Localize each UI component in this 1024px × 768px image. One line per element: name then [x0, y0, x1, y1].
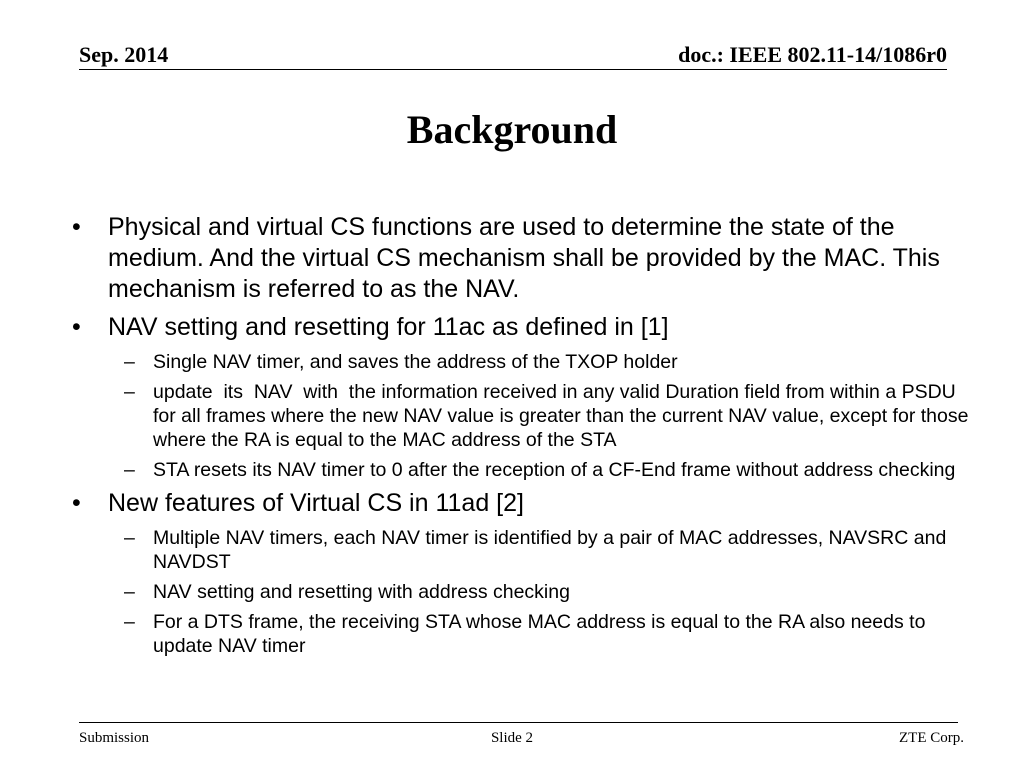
bullet-text: New features of Virtual CS in 11ad [2]: [108, 489, 524, 517]
sub-bullet-item: [70, 580, 980, 604]
bullet-icon: •: [72, 489, 81, 517]
dash-icon: –: [124, 611, 135, 633]
header-date: Sep. 2014: [79, 42, 169, 67]
footer-submission: Submission: [79, 730, 150, 746]
sub-bullet-text: NAV setting and resetting with address checking: [153, 581, 570, 603]
sub-bullet-text: Single NAV timer, and saves the address of the TXOP holder: [153, 351, 678, 373]
bullet-icon: •: [72, 313, 81, 341]
sub-bullet-item: [70, 380, 980, 452]
sub-bullet-text: For a DTS frame, the receiving STA whose MAC address is equal to the RA also needs to update NAV timer: [153, 611, 926, 657]
dash-icon: –: [124, 581, 135, 603]
dash-icon: –: [124, 459, 135, 481]
bullet-icon: •: [72, 213, 81, 241]
bullet-item: [70, 212, 980, 305]
bullet-text: Physical and virtual CS functions are used to determine the state of the medium. And the virtual CS mechanism shall be provided by the MAC. This mechanism is referred to as the NAV.: [108, 213, 940, 303]
dash-icon: –: [124, 381, 135, 403]
bullet-item: [70, 312, 980, 343]
sub-bullet-text: Multiple NAV timers, each NAV timer is identified by a pair of MAC addresses, NAVSRC and NAVDST: [153, 527, 947, 573]
footer-slide-number: Slide 2: [490, 730, 534, 746]
slide-title: Background: [406, 107, 618, 152]
footer-company: ZTE Corp.: [899, 730, 964, 746]
dash-icon: –: [124, 527, 135, 549]
sub-bullet-item: [70, 350, 980, 374]
sub-bullet-text: STA resets its NAV timer to 0 after the reception of a CF-End frame without address checking: [153, 459, 956, 481]
header-doc-id: doc.: IEEE 802.11-14/1086r0: [678, 42, 947, 67]
dash-icon: –: [124, 351, 135, 373]
slide-body: [70, 212, 980, 664]
sub-bullet-text: update its NAV with the information received in any valid Duration field from within a PSDU for all frames where the new NAV value is greater than the current NAV value, except for those where the RA is equal to the MAC address of the STA: [153, 381, 974, 451]
bullet-item: [70, 488, 980, 519]
header-divider: [79, 69, 947, 70]
sub-bullet-item: [70, 458, 980, 482]
bullet-text: NAV setting and resetting for 11ac as defined in [1]: [108, 313, 669, 341]
sub-bullet-item: [70, 526, 980, 574]
sub-bullet-item: [70, 610, 980, 658]
footer-divider: [79, 722, 958, 723]
